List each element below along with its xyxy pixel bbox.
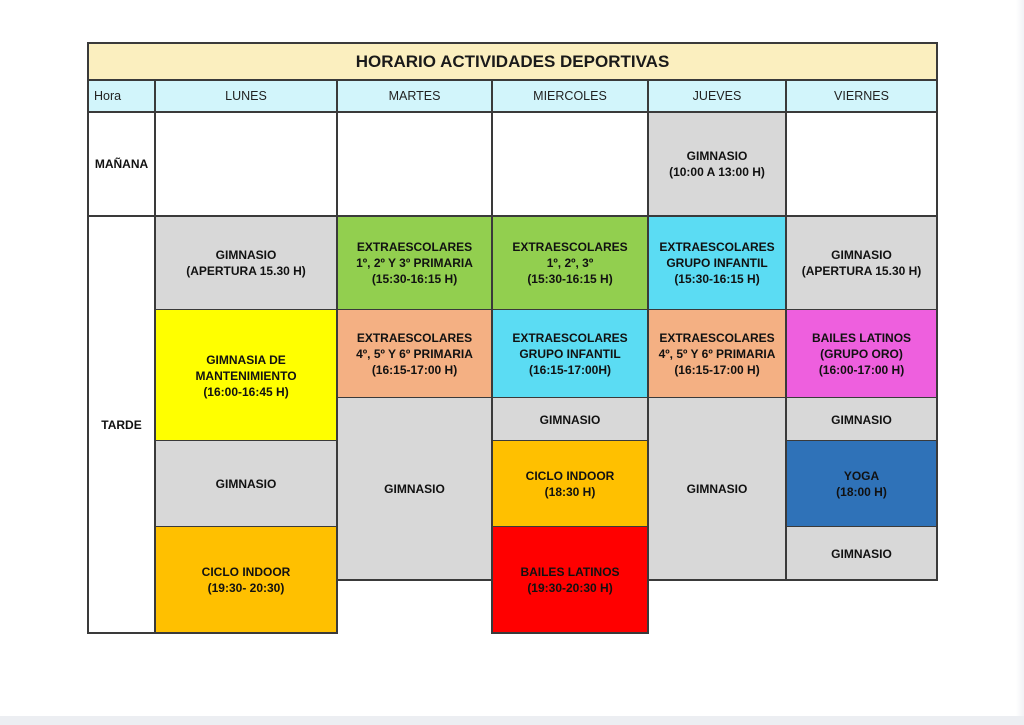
activity-line: GIMNASIO (215, 477, 277, 491)
activity-line: (18:00 H) (836, 485, 887, 499)
grid-line (492, 526, 648, 527)
grid-line (155, 309, 938, 310)
activity-line: 4º, 5º Y 6º PRIMARIA (658, 347, 776, 361)
activity-line: EXTRAESCOLARES (356, 331, 473, 345)
activity-line: CICLO INDOOR (201, 565, 291, 579)
grid-line (648, 579, 938, 581)
activity-yoga-viernes (786, 441, 937, 527)
activity-line: BAILES LATINOS (811, 331, 912, 345)
activity-line: (16:15-17:00 H) (371, 363, 458, 377)
grid-line (337, 579, 492, 581)
activity-ciclo-indoor-miercoles (492, 441, 648, 527)
activity-line: EXTRAESCOLARES (512, 331, 628, 345)
header-martes: MARTES (337, 80, 492, 112)
activity-line: GIMNASIO (831, 412, 892, 427)
activity-gimnasio-viernes-2 (786, 527, 937, 580)
activity-extraescolares-jueves-2 (648, 310, 786, 398)
activity-line: (15:30-16:15 H) (527, 272, 613, 286)
schedule-title: HORARIO ACTIVIDADES DEPORTIVAS (88, 43, 937, 80)
page-bottom-edge (0, 716, 1024, 725)
grid-line (87, 632, 337, 634)
activity-line: EXTRAESCOLARES (659, 331, 775, 345)
grid-line (492, 440, 648, 441)
activity-line: GIMNASIO (539, 412, 601, 427)
activity-line: CICLO INDOOR (525, 469, 615, 483)
grid-line (87, 79, 938, 81)
grid-line (87, 215, 938, 217)
header-hora: Hora (88, 80, 155, 112)
activity-gimnasio-jueves-manana (648, 112, 786, 216)
activity-gimnasia-mantenimiento-lunes (155, 310, 337, 441)
activity-extraescolares-jueves-1 (648, 216, 786, 310)
grid-line (154, 80, 156, 634)
activity-line: GIMNASIO (384, 482, 445, 496)
grid-line (87, 42, 938, 44)
header-viernes: VIERNES (786, 80, 937, 112)
activity-bailes-latinos-miercoles (492, 527, 648, 633)
activity-line: (18:30 H) (544, 485, 596, 499)
activity-line: GRUPO INFANTIL (519, 347, 621, 361)
grid-line (491, 80, 493, 634)
activity-gimnasio-lunes-apertura (155, 216, 337, 310)
activity-line: 1º, 2º Y 3º PRIMARIA (356, 256, 473, 270)
grid-line (337, 397, 938, 398)
activity-line: GIMNASIA DE (206, 352, 286, 367)
grid-line (155, 440, 337, 441)
activity-gimnasio-jueves (648, 398, 786, 580)
row-label-tarde: TARDE (101, 417, 142, 432)
activity-line: EXTRAESCOLARES (659, 240, 775, 254)
activity-line: BAILES LATINOS (520, 565, 620, 579)
activity-line: GRUPO INFANTIL (666, 256, 768, 270)
activity-line: GIMNASIO (831, 546, 892, 561)
activity-line: (GRUPO ORO) (820, 347, 903, 361)
activity-line: (10:00 A 13:00 H) (669, 165, 765, 179)
grid-line (647, 80, 649, 634)
header-miercoles: MIERCOLES (492, 80, 648, 112)
activity-line: (APERTURA 15.30 H) (186, 264, 306, 278)
activity-line: EXTRAESCOLARES (356, 240, 473, 254)
grid-line (87, 111, 938, 113)
activity-gimnasio-miercoles (492, 398, 648, 441)
activity-line: (16:00-16:45 H) (203, 384, 289, 399)
activity-extraescolares-martes-1 (337, 216, 492, 310)
activity-line: 1º, 2º, 3º (546, 256, 594, 270)
activity-gimnasio-viernes-1 (786, 398, 937, 441)
activity-extraescolares-miercoles-1 (492, 216, 648, 310)
grid-line (492, 632, 648, 634)
activity-line: (19:30-20:30 H) (527, 581, 613, 595)
activity-line: (16:15-17:00H) (528, 363, 612, 377)
grid-line (87, 42, 89, 634)
activity-line: 4º, 5º Y 6º PRIMARIA (356, 347, 473, 361)
activity-line: (15:30-16:15 H) (371, 272, 458, 286)
activity-line: GIMNASIO (686, 482, 748, 496)
grid-line (936, 42, 938, 581)
activity-line: (16:00-17:00 H) (818, 363, 905, 377)
activity-line: (APERTURA 15.30 H) (801, 264, 922, 278)
activity-gimnasio-lunes (155, 441, 337, 527)
grid-line (785, 80, 787, 581)
activity-extraescolares-miercoles-2 (492, 310, 648, 398)
activity-line: (15:30-16:15 H) (674, 272, 760, 286)
activity-line: GIMNASIO (215, 248, 277, 262)
page-right-shadow (1016, 0, 1024, 716)
row-label-manana: MAÑANA (94, 157, 149, 171)
grid-line (155, 526, 337, 527)
activity-line: (19:30- 20:30) (207, 581, 285, 595)
activity-ciclo-indoor-lunes (155, 527, 337, 633)
grid-line (786, 526, 938, 527)
header-jueves: JUEVES (648, 80, 786, 112)
activity-line: MANTENIMIENTO (195, 368, 297, 383)
grid-line (786, 440, 938, 441)
grid-line (336, 80, 338, 634)
header-lunes: LUNES (155, 80, 337, 112)
activity-gimnasio-viernes-apertura (786, 216, 937, 310)
activity-line: YOGA (843, 469, 880, 483)
activity-extraescolares-martes-2 (337, 310, 492, 398)
activity-line: EXTRAESCOLARES (512, 240, 628, 254)
activity-bailes-latinos-viernes (786, 310, 937, 398)
activity-line: GIMNASIO (831, 248, 892, 262)
activity-line: (16:15-17:00 H) (674, 363, 760, 377)
activity-gimnasio-martes (337, 398, 492, 580)
activity-line: GIMNASIO (686, 149, 748, 163)
